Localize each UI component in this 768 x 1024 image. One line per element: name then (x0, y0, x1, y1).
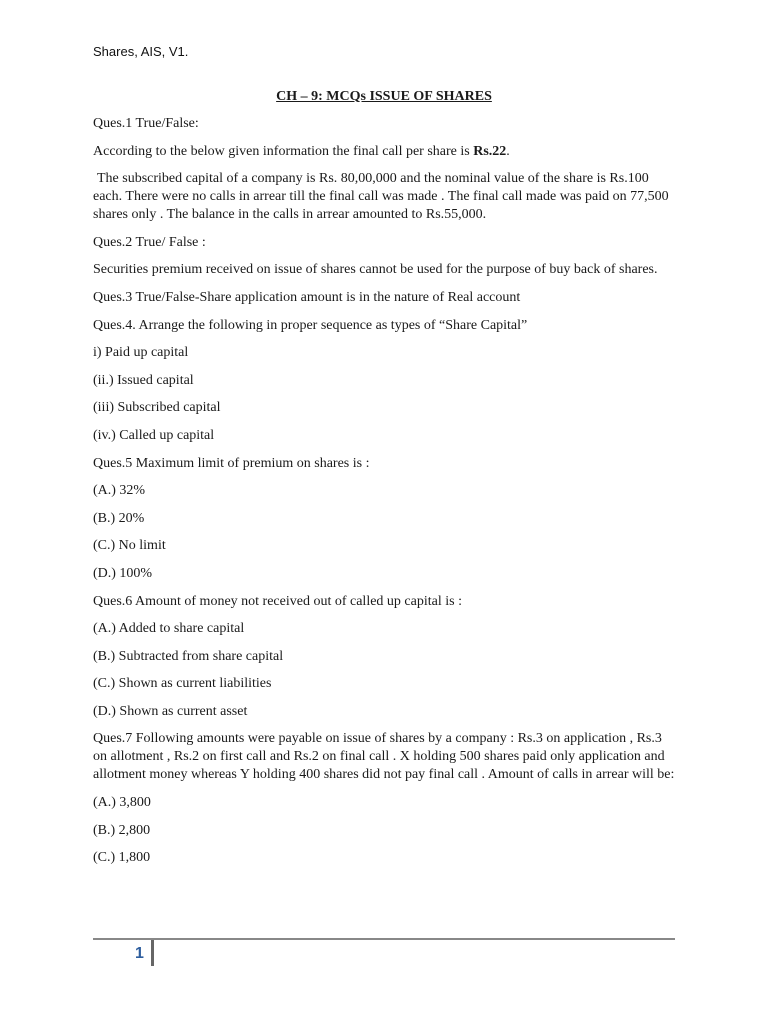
q5-option: (C.) No limit (93, 538, 166, 554)
q5-option: (B.) 20% (93, 510, 145, 526)
q7-label: Ques.7 Following amounts were payable on issue of shares by a company : Rs.3 on application , Rs.3 on allotment , Rs.2 on first call and Rs.2 on final call . X holding 500 shares paid only application and allotment money whereas Y holding 400 shares did not pay final call . Amount of calls in arrear will be: (93, 731, 675, 783)
page-title: CH – 9: MCQs ISSUE OF SHARES (276, 89, 492, 104)
q1-statement-suffix: . (506, 143, 510, 159)
page-number: 1 (135, 945, 144, 962)
q4-label: Ques.4. Arrange the following in proper sequence as types of “Share Capital” (93, 317, 528, 333)
q6-option: (D.) Shown as current asset (93, 703, 248, 719)
q4-item: (ii.) Issued capital (93, 372, 194, 388)
q6-option: (B.) Subtracted from share capital (93, 648, 284, 664)
q6-label: Ques.6 Amount of money not received out of called up capital is : (93, 593, 462, 609)
q1-statement (93, 143, 678, 161)
q6-option: (C.) Shown as current liabilities (93, 676, 272, 692)
q1-statement-prefix: According to the below given information the final call per share is (93, 143, 474, 159)
q6-option: (A.) Added to share capital (93, 621, 245, 637)
footer-divider (93, 938, 675, 940)
q3-label: Ques.3 True/False-Share application amount is in the nature of Real account (93, 289, 521, 305)
q1-info: The subscribed capital of a company is Rs. 80,00,000 and the nominal value of the share is Rs.100 each. There were no calls in arrear till the final call was made . The final call made was paid on 77,500 shares only . The balance in the calls in arrear amounted to Rs.55,000. (93, 171, 669, 223)
q4-item: (iii) Subscribed capital (93, 400, 221, 416)
q7-option: (C.) 1,800 (93, 850, 151, 866)
q1-label: Ques.1 True/False: (93, 116, 199, 131)
question-list (93, 115, 678, 877)
q7-option: (B.) 2,800 (93, 822, 151, 838)
q1-statement-bold: Rs.22 (473, 143, 507, 159)
page-header: Shares, AIS, V1. (93, 44, 189, 59)
footer-vertical-bar (151, 940, 154, 966)
q2-label: Ques.2 True/ False : (93, 234, 206, 250)
q4-item: (iv.) Called up capital (93, 427, 215, 443)
q5-option: (D.) 100% (93, 565, 153, 581)
q4-item: i) Paid up capital (93, 345, 189, 361)
q2-statement: Securities premium received on issue of shares cannot be used for the purpose of buy back of shares. (93, 262, 658, 278)
q7-option: (A.) 3,800 (93, 795, 151, 811)
q5-label: Ques.5 Maximum limit of premium on shares is : (93, 455, 370, 471)
q5-option: (A.) 32% (93, 483, 146, 499)
